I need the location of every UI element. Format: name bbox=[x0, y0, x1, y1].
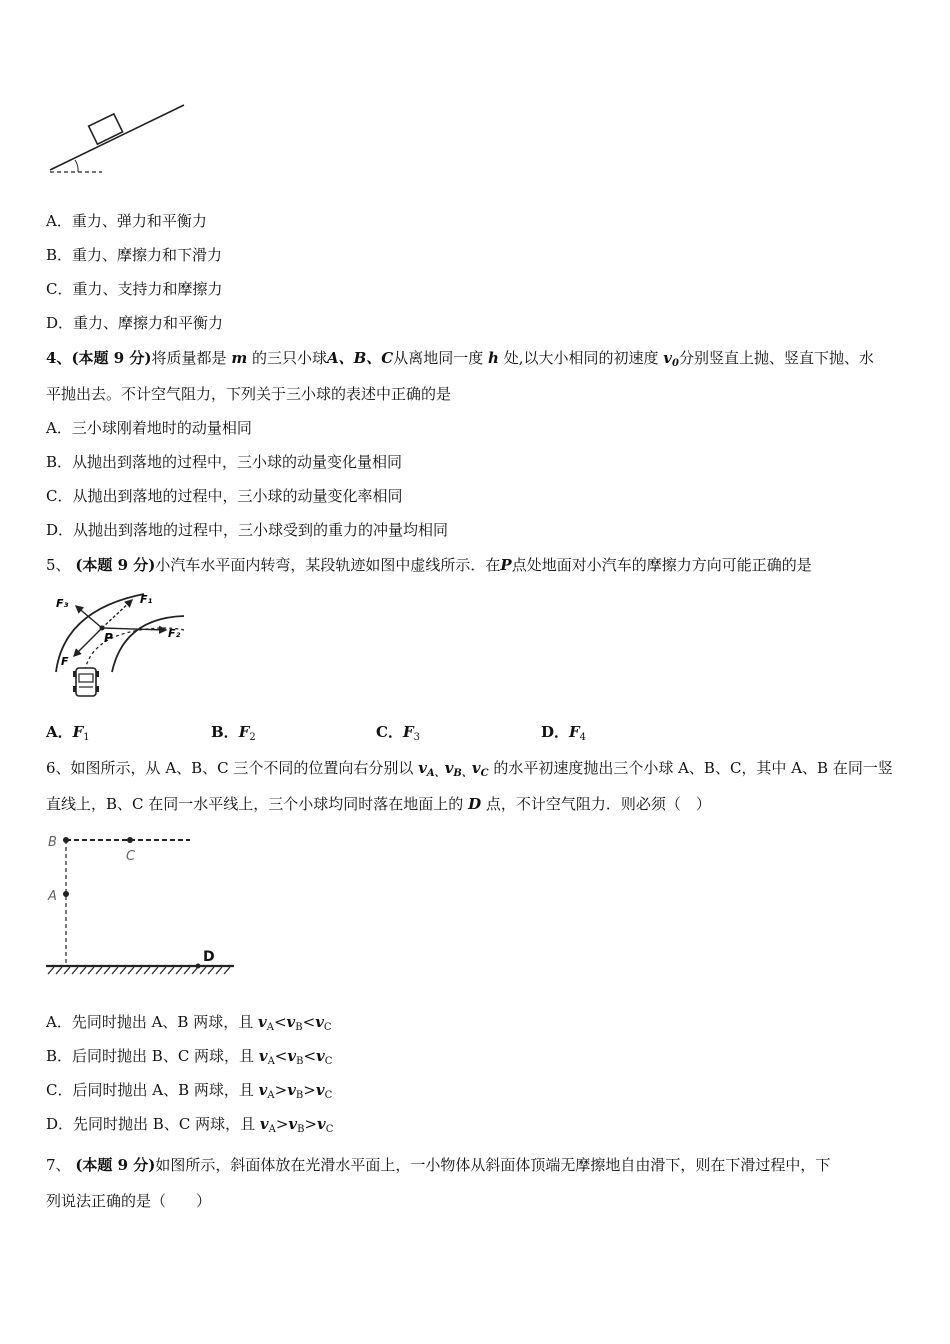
q4-text-4: 处,以大小相同的初速度 bbox=[503, 349, 659, 367]
q5-option-d-sub: 4 bbox=[579, 732, 587, 743]
q6-text-4: 点，不计空气阻力．则必须（ ） bbox=[485, 795, 711, 813]
q6-option-c-rel1: > bbox=[274, 1081, 288, 1099]
q4-balls-symbol: A、B、C bbox=[326, 349, 394, 367]
q5-option-a-sub: 1 bbox=[83, 732, 90, 743]
q4-option-b: B．从抛出到落地的过程中，三小球的动量变化量相同 bbox=[46, 453, 403, 471]
q6-stem-line1 bbox=[46, 758, 893, 784]
q6-number: 6、 bbox=[46, 759, 71, 777]
q7-score: (本题 9 分) bbox=[75, 1156, 156, 1174]
q6-v-sub-b: B、 bbox=[453, 768, 472, 779]
q6-option-d-rel1: > bbox=[275, 1115, 289, 1133]
q6-option-c-v1: v bbox=[258, 1081, 268, 1099]
q6-v-letter-a: v bbox=[418, 759, 427, 777]
q6-option-d-v3: v bbox=[317, 1115, 326, 1133]
q6-v-sub-c: C bbox=[480, 768, 489, 779]
q6-v-letter-b: v bbox=[444, 759, 454, 777]
q7-stem-line2: 列说法正确的是（ ） bbox=[46, 1192, 212, 1210]
q6-option-a-text: A．先同时抛出 A、B 两球，且 bbox=[46, 1013, 254, 1031]
q4-text-3: 从离地同一度 bbox=[393, 349, 484, 367]
q6-option-a bbox=[46, 1012, 332, 1038]
q4-number: 4、 bbox=[46, 349, 72, 367]
q4-text-1: 将质量都是 bbox=[151, 349, 227, 367]
projectile-figure bbox=[44, 828, 240, 978]
car-icon bbox=[73, 668, 99, 696]
q7-text-1: 如图所示，斜面体放在光滑水平面上，一小物体从斜面体顶端无摩擦地自由滑下，则在下滑过程中，下 bbox=[155, 1156, 831, 1174]
q5-option-b-symbol: F bbox=[238, 723, 250, 741]
q6-option-d-rel2: > bbox=[304, 1115, 318, 1133]
q4-score: (本题 9 分) bbox=[71, 349, 152, 367]
q6-option-d-text: D．先同时抛出 B、C 两球，且 bbox=[46, 1115, 256, 1133]
q6-option-a-rel2: < bbox=[302, 1013, 316, 1031]
q4-stem-line1 bbox=[46, 348, 874, 374]
q5-option-c bbox=[376, 722, 420, 748]
q5-text-2: 点处地面对小汽车的摩擦力方向可能正确的是 bbox=[511, 556, 812, 574]
q5-option-a-symbol: F bbox=[72, 723, 84, 741]
q6-option-a-v1: v bbox=[258, 1013, 267, 1031]
q5-option-b-letter: B． bbox=[211, 723, 239, 741]
q6-option-b-s3: C bbox=[324, 1056, 333, 1067]
q6-v-letter-c: v bbox=[471, 759, 481, 777]
q4-v0-letter: v bbox=[663, 349, 673, 367]
q3-option-b: B．重力、摩擦力和下滑力 bbox=[46, 246, 223, 264]
q6-option-a-v3: v bbox=[315, 1013, 324, 1031]
q6-option-b-rel1: < bbox=[274, 1047, 288, 1065]
ground-hatching bbox=[48, 967, 230, 974]
q6-text-3: 直线上，B、C 在同一水平线上，三个小球均同时落在地面上的 bbox=[46, 795, 464, 813]
q6-option-a-v2: v bbox=[286, 1013, 296, 1031]
q6-option-b bbox=[46, 1046, 332, 1072]
q5-point-symbol: P bbox=[500, 556, 512, 574]
q4-text-5: 分别竖直上抛、竖直下抛、水 bbox=[678, 349, 874, 367]
fig5-label-f3: F₃ bbox=[56, 597, 69, 610]
q6-option-a-rel1: < bbox=[273, 1013, 287, 1031]
q4-stem-line2: 平抛出去。不计空气阻力，下列关于三小球的表述中正确的是 bbox=[46, 385, 452, 403]
q6-option-c bbox=[46, 1080, 332, 1106]
fig5-label-f4: F bbox=[61, 655, 69, 668]
q6-option-d-s2: B bbox=[297, 1124, 305, 1135]
q6-option-c-rel2: > bbox=[303, 1081, 316, 1099]
q6-option-c-v3: v bbox=[315, 1081, 325, 1099]
q3-option-d: D．重力、摩擦力和平衡力 bbox=[46, 314, 224, 332]
q6-option-c-s1: A bbox=[267, 1090, 275, 1101]
q6-option-d bbox=[46, 1114, 333, 1140]
q5-number: 5、 bbox=[46, 556, 71, 574]
q5-option-d-letter: D． bbox=[541, 723, 570, 741]
q6-option-b-text: B．后同时抛出 B、C 两球，且 bbox=[46, 1047, 255, 1065]
q6-option-c-s3: C bbox=[324, 1090, 333, 1101]
q5-text-1: 小汽车水平面内转弯，某段轨迹如图中虚线所示．在 bbox=[155, 556, 501, 574]
q6-option-d-s1: A bbox=[268, 1124, 276, 1135]
q5-option-d bbox=[541, 722, 586, 748]
q6-text-2: 的水平初速度抛出三个小球 A、B、C，其中 A、B 在同一竖 bbox=[493, 759, 893, 777]
q6-option-b-v3: v bbox=[316, 1047, 325, 1065]
q6-option-d-v1: v bbox=[259, 1115, 269, 1133]
q6-option-b-v2: v bbox=[287, 1047, 297, 1065]
fig6-label-d: D bbox=[203, 949, 215, 965]
q6-point-d: D bbox=[468, 795, 482, 813]
q4-v0-symbol bbox=[663, 349, 679, 367]
q5-option-a-letter: A． bbox=[46, 723, 73, 741]
q6-option-b-s2: B bbox=[296, 1056, 304, 1067]
q4-text-2: 的三只小球 bbox=[251, 349, 327, 367]
fig6-label-c: C bbox=[126, 849, 136, 864]
fig5-label-f2: F₂ bbox=[168, 627, 181, 640]
q5-option-c-letter: C． bbox=[376, 723, 403, 741]
q5-option-b bbox=[211, 722, 256, 748]
q6-stem-line2 bbox=[46, 794, 711, 814]
q3-option-c: C．重力、支持力和摩擦力 bbox=[46, 280, 223, 298]
q6-option-d-s3: C bbox=[325, 1124, 334, 1135]
q5-option-a bbox=[46, 722, 90, 748]
q6-option-a-s1: A bbox=[266, 1022, 274, 1033]
q5-option-b-sub: 2 bbox=[249, 732, 256, 743]
q6-option-b-rel2: < bbox=[303, 1047, 317, 1065]
fig6-label-b: B bbox=[48, 835, 57, 850]
fig5-label-f1: F₁ bbox=[140, 593, 153, 606]
q5-option-c-symbol: F bbox=[402, 723, 414, 741]
q6-text-1: 如图所示，从 A、B、C 三个不同的位置向右分别以 bbox=[70, 759, 414, 777]
fig6-label-a: A bbox=[48, 889, 57, 904]
q5-stem bbox=[46, 555, 812, 575]
q4-option-d: D．从抛出到落地的过程中，三小球受到的重力的冲量均相同 bbox=[46, 521, 449, 539]
fig5-label-p: P bbox=[104, 631, 113, 645]
q3-option-a: A．重力、弹力和平衡力 bbox=[46, 212, 207, 230]
q6-option-a-s2: B bbox=[295, 1022, 303, 1033]
q6-velocity-symbols bbox=[418, 759, 488, 777]
q6-option-a-s3: C bbox=[323, 1022, 332, 1033]
q6-v-sub-a: A、 bbox=[426, 768, 445, 779]
q5-option-c-sub: 3 bbox=[413, 732, 420, 743]
q6-option-d-v2: v bbox=[288, 1115, 298, 1133]
q6-option-c-v2: v bbox=[287, 1081, 296, 1099]
q6-option-b-s1: A bbox=[267, 1056, 275, 1067]
incline-figure bbox=[44, 98, 194, 178]
q6-option-c-s2: B bbox=[295, 1090, 304, 1101]
car-turn-figure bbox=[44, 590, 194, 702]
q7-number: 7、 bbox=[46, 1156, 71, 1174]
q5-option-d-symbol: F bbox=[569, 723, 580, 741]
q4-mass-symbol: m bbox=[231, 349, 248, 367]
q5-score: (本题 9 分) bbox=[75, 556, 156, 574]
q4-option-c: C．从抛出到落地的过程中，三小球的动量变化率相同 bbox=[46, 487, 403, 505]
q4-option-a: A．三小球刚着地时的动量相同 bbox=[46, 419, 252, 437]
q6-option-b-v1: v bbox=[258, 1047, 268, 1065]
q6-option-c-text: C．后同时抛出 A、B 两球，且 bbox=[46, 1081, 254, 1099]
q4-height-symbol: h bbox=[488, 349, 499, 367]
q7-stem-line1 bbox=[46, 1155, 830, 1175]
q4-v0-sub: 0 bbox=[672, 358, 679, 369]
